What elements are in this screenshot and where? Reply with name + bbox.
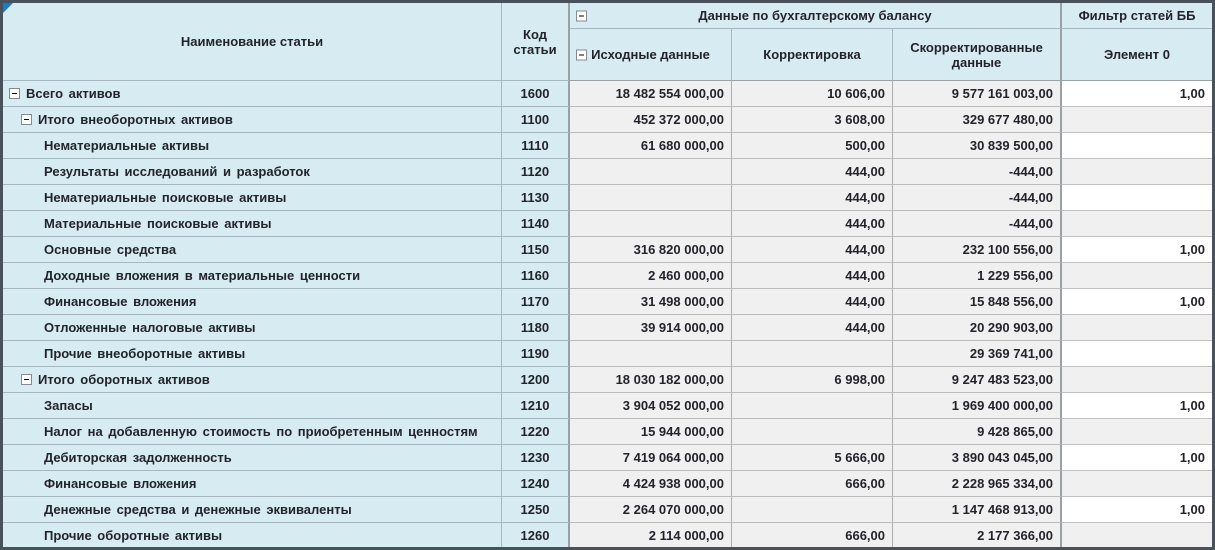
corrected-data-cell[interactable]: 1 147 468 913,00 bbox=[893, 497, 1062, 523]
corrected-data-cell[interactable]: 232 100 556,00 bbox=[893, 237, 1062, 263]
element-0-cell[interactable] bbox=[1062, 419, 1212, 445]
element-0-cell[interactable]: 1,00 bbox=[1062, 289, 1212, 315]
element-0-cell[interactable] bbox=[1062, 159, 1212, 185]
article-name-cell[interactable] bbox=[3, 393, 502, 419]
corrected-data-cell[interactable]: 2 228 965 334,00 bbox=[893, 471, 1062, 497]
collapse-source-data-icon[interactable] bbox=[576, 49, 587, 60]
article-name-cell[interactable] bbox=[3, 237, 502, 263]
corrected-data-cell[interactable]: 20 290 903,00 bbox=[893, 315, 1062, 341]
table-row bbox=[3, 107, 1212, 133]
article-name-label: Прочие оборотные активы bbox=[44, 528, 223, 543]
article-code-cell[interactable]: 1220 bbox=[502, 419, 570, 445]
column-header-element-0-label: Элемент 0 bbox=[1104, 47, 1170, 62]
element-0-cell[interactable] bbox=[1062, 107, 1212, 133]
column-header-corrected-data-label: Скорректированные данные bbox=[910, 39, 1043, 70]
table-row bbox=[3, 393, 1212, 419]
correction-cell[interactable] bbox=[732, 341, 893, 367]
element-0-cell[interactable]: 1,00 bbox=[1062, 445, 1212, 471]
table-row bbox=[3, 81, 1212, 107]
article-name-label: Доходные вложения в материальные ценности bbox=[44, 268, 361, 283]
source-data-cell[interactable]: 2 460 000,00 bbox=[570, 263, 732, 289]
source-data-cell[interactable]: 31 498 000,00 bbox=[570, 289, 732, 315]
table-body bbox=[3, 81, 1212, 549]
article-name-label: Итого внеоборотных активов bbox=[38, 112, 233, 127]
table-row bbox=[3, 497, 1212, 523]
article-name-label: Итого оборотных активов bbox=[38, 372, 210, 387]
correction-cell[interactable]: 444,00 bbox=[732, 211, 893, 237]
element-0-cell[interactable] bbox=[1062, 211, 1212, 237]
table-row bbox=[3, 445, 1212, 471]
corrected-data-cell[interactable]: 30 839 500,00 bbox=[893, 133, 1062, 159]
table-row bbox=[3, 159, 1212, 185]
corrected-data-cell[interactable]: 9 247 483 523,00 bbox=[893, 367, 1062, 393]
article-name-cell[interactable] bbox=[3, 263, 502, 289]
correction-cell[interactable]: 666,00 bbox=[732, 471, 893, 497]
table-row bbox=[3, 419, 1212, 445]
corrected-data-cell[interactable]: 1 229 556,00 bbox=[893, 263, 1062, 289]
article-code-cell[interactable]: 1160 bbox=[502, 263, 570, 289]
column-header-correction bbox=[732, 29, 893, 81]
collapse-row-icon[interactable] bbox=[21, 114, 32, 125]
column-group-balance-data bbox=[570, 3, 1062, 29]
element-0-cell[interactable] bbox=[1062, 523, 1212, 549]
article-name-label: Дебиторская задолженность bbox=[44, 450, 232, 465]
collapse-row-icon[interactable] bbox=[21, 374, 32, 385]
corrected-data-cell[interactable]: 15 848 556,00 bbox=[893, 289, 1062, 315]
table-row bbox=[3, 263, 1212, 289]
source-data-cell[interactable] bbox=[570, 211, 732, 237]
correction-cell[interactable] bbox=[732, 393, 893, 419]
article-code-cell[interactable]: 1120 bbox=[502, 159, 570, 185]
table-row bbox=[3, 185, 1212, 211]
article-name-label: Налог на добавленную стоимость по приобретенным ценностям bbox=[44, 424, 478, 439]
corrected-data-cell[interactable]: 329 677 480,00 bbox=[893, 107, 1062, 133]
correction-cell[interactable]: 444,00 bbox=[732, 159, 893, 185]
article-name-label: Отложенные налоговые активы bbox=[44, 320, 256, 335]
correction-cell[interactable]: 3 608,00 bbox=[732, 107, 893, 133]
article-name-cell[interactable] bbox=[3, 523, 502, 549]
source-data-cell[interactable]: 2 264 070 000,00 bbox=[570, 497, 732, 523]
collapse-row-icon[interactable] bbox=[9, 88, 20, 99]
correction-cell[interactable]: 444,00 bbox=[732, 263, 893, 289]
column-header-source-data bbox=[570, 29, 732, 81]
source-data-cell[interactable]: 2 114 000,00 bbox=[570, 523, 732, 549]
correction-cell[interactable] bbox=[732, 497, 893, 523]
article-name-label: Нематериальные поисковые активы bbox=[44, 190, 287, 205]
article-name-cell[interactable] bbox=[3, 185, 502, 211]
correction-cell[interactable]: 666,00 bbox=[732, 523, 893, 549]
correction-cell[interactable]: 500,00 bbox=[732, 133, 893, 159]
element-0-cell[interactable] bbox=[1062, 341, 1212, 367]
article-code-cell[interactable]: 1130 bbox=[502, 185, 570, 211]
corrected-data-cell[interactable]: 9 577 161 003,00 bbox=[893, 81, 1062, 107]
element-0-cell[interactable]: 1,00 bbox=[1062, 237, 1212, 263]
element-0-cell[interactable]: 1,00 bbox=[1062, 497, 1212, 523]
article-name-label: Материальные поисковые активы bbox=[44, 216, 272, 231]
source-data-cell[interactable] bbox=[570, 159, 732, 185]
article-name-cell[interactable] bbox=[3, 107, 502, 133]
article-name-cell[interactable] bbox=[3, 471, 502, 497]
table-row bbox=[3, 211, 1212, 237]
correction-cell[interactable]: 10 606,00 bbox=[732, 81, 893, 107]
article-code-cell[interactable]: 1260 bbox=[502, 523, 570, 549]
correction-cell[interactable]: 444,00 bbox=[732, 185, 893, 211]
source-data-cell[interactable] bbox=[570, 341, 732, 367]
article-name-label: Основные средства bbox=[44, 242, 177, 257]
corrected-data-cell[interactable]: 9 428 865,00 bbox=[893, 419, 1062, 445]
table-row bbox=[3, 341, 1212, 367]
table-row bbox=[3, 289, 1212, 315]
correction-cell[interactable]: 5 666,00 bbox=[732, 445, 893, 471]
article-code-cell[interactable]: 1200 bbox=[502, 367, 570, 393]
corrected-data-cell[interactable]: 29 369 741,00 bbox=[893, 341, 1062, 367]
table-row bbox=[3, 237, 1212, 263]
source-data-cell[interactable]: 452 372 000,00 bbox=[570, 107, 732, 133]
article-code-cell[interactable]: 1100 bbox=[502, 107, 570, 133]
article-name-label: Запасы bbox=[44, 398, 93, 413]
column-header-article-code bbox=[502, 3, 570, 81]
source-data-cell[interactable]: 18 482 554 000,00 bbox=[570, 81, 732, 107]
article-code-cell[interactable]: 1230 bbox=[502, 445, 570, 471]
source-data-cell[interactable]: 4 424 938 000,00 bbox=[570, 471, 732, 497]
correction-cell[interactable]: 6 998,00 bbox=[732, 367, 893, 393]
corrected-data-cell[interactable]: -444,00 bbox=[893, 185, 1062, 211]
element-0-cell[interactable] bbox=[1062, 263, 1212, 289]
article-code-cell[interactable]: 1250 bbox=[502, 497, 570, 523]
article-name-cell[interactable] bbox=[3, 367, 502, 393]
article-name-label: Прочие внеоборотные активы bbox=[44, 346, 246, 361]
article-name-cell[interactable] bbox=[3, 133, 502, 159]
source-data-cell[interactable]: 7 419 064 000,00 bbox=[570, 445, 732, 471]
article-name-cell[interactable] bbox=[3, 445, 502, 471]
article-name-cell[interactable] bbox=[3, 159, 502, 185]
source-data-cell[interactable]: 316 820 000,00 bbox=[570, 237, 732, 263]
column-header-article-code-label: Код статьи bbox=[513, 26, 557, 57]
corrected-data-cell[interactable]: -444,00 bbox=[893, 211, 1062, 237]
corrected-data-cell[interactable]: 2 177 366,00 bbox=[893, 523, 1062, 549]
column-header-corrected-data bbox=[893, 29, 1062, 81]
article-code-cell[interactable]: 1180 bbox=[502, 315, 570, 341]
corrected-data-cell[interactable]: 3 890 043 045,00 bbox=[893, 445, 1062, 471]
element-0-cell[interactable] bbox=[1062, 133, 1212, 159]
table-row bbox=[3, 133, 1212, 159]
correction-cell[interactable] bbox=[732, 419, 893, 445]
element-0-cell[interactable] bbox=[1062, 315, 1212, 341]
article-name-cell[interactable] bbox=[3, 211, 502, 237]
table-row bbox=[3, 315, 1212, 341]
source-data-cell[interactable]: 61 680 000,00 bbox=[570, 133, 732, 159]
article-code-cell[interactable]: 1140 bbox=[502, 211, 570, 237]
source-data-cell[interactable]: 18 030 182 000,00 bbox=[570, 367, 732, 393]
table-row bbox=[3, 367, 1212, 393]
column-header-article-name bbox=[3, 3, 502, 81]
element-0-cell[interactable] bbox=[1062, 471, 1212, 497]
column-header-element-0 bbox=[1062, 29, 1212, 81]
article-name-label: Денежные средства и денежные эквиваленты bbox=[44, 502, 352, 517]
source-data-cell[interactable] bbox=[570, 185, 732, 211]
article-code-cell[interactable]: 1190 bbox=[502, 341, 570, 367]
correction-cell[interactable]: 444,00 bbox=[732, 315, 893, 341]
source-data-cell[interactable]: 3 904 052 000,00 bbox=[570, 393, 732, 419]
article-name-cell[interactable] bbox=[3, 289, 502, 315]
element-0-cell[interactable] bbox=[1062, 185, 1212, 211]
column-header-source-data-label: Исходные данные bbox=[591, 47, 710, 62]
article-name-label: Финансовые вложения bbox=[44, 294, 197, 309]
collapse-group-balance-icon[interactable] bbox=[576, 10, 587, 21]
corrected-data-cell[interactable]: 1 969 400 000,00 bbox=[893, 393, 1062, 419]
source-data-cell[interactable]: 39 914 000,00 bbox=[570, 315, 732, 341]
column-group-filter bbox=[1062, 3, 1212, 29]
article-name-cell[interactable] bbox=[3, 419, 502, 445]
corrected-data-cell[interactable]: -444,00 bbox=[893, 159, 1062, 185]
article-name-label: Финансовые вложения bbox=[44, 476, 197, 491]
column-group-filter-label: Фильтр статей ББ bbox=[1078, 8, 1196, 23]
corner-marker-icon bbox=[3, 3, 13, 13]
element-0-cell[interactable]: 1,00 bbox=[1062, 81, 1212, 107]
article-name-cell[interactable] bbox=[3, 497, 502, 523]
source-data-cell[interactable]: 15 944 000,00 bbox=[570, 419, 732, 445]
article-name-label: Всего активов bbox=[26, 86, 121, 101]
article-code-cell[interactable]: 1600 bbox=[502, 81, 570, 107]
correction-cell[interactable]: 444,00 bbox=[732, 289, 893, 315]
article-name-cell[interactable] bbox=[3, 315, 502, 341]
correction-cell[interactable]: 444,00 bbox=[732, 237, 893, 263]
article-code-cell[interactable]: 1240 bbox=[502, 471, 570, 497]
table-row bbox=[3, 523, 1212, 549]
article-code-cell[interactable]: 1150 bbox=[502, 237, 570, 263]
article-code-cell[interactable]: 1210 bbox=[502, 393, 570, 419]
table-row bbox=[3, 471, 1212, 497]
article-code-cell[interactable]: 1170 bbox=[502, 289, 570, 315]
article-name-label: Результаты исследований и разработок bbox=[44, 164, 310, 179]
article-name-label: Нематериальные активы bbox=[44, 138, 210, 153]
column-group-balance-label: Данные по бухгалтерскому балансу bbox=[698, 8, 932, 23]
article-name-cell[interactable] bbox=[3, 81, 502, 107]
element-0-cell[interactable] bbox=[1062, 367, 1212, 393]
article-name-cell[interactable] bbox=[3, 341, 502, 367]
column-header-correction-label: Корректировка bbox=[763, 47, 861, 62]
column-header-article-name-label: Наименование статьи bbox=[180, 34, 324, 49]
article-code-cell[interactable]: 1110 bbox=[502, 133, 570, 159]
element-0-cell[interactable]: 1,00 bbox=[1062, 393, 1212, 419]
